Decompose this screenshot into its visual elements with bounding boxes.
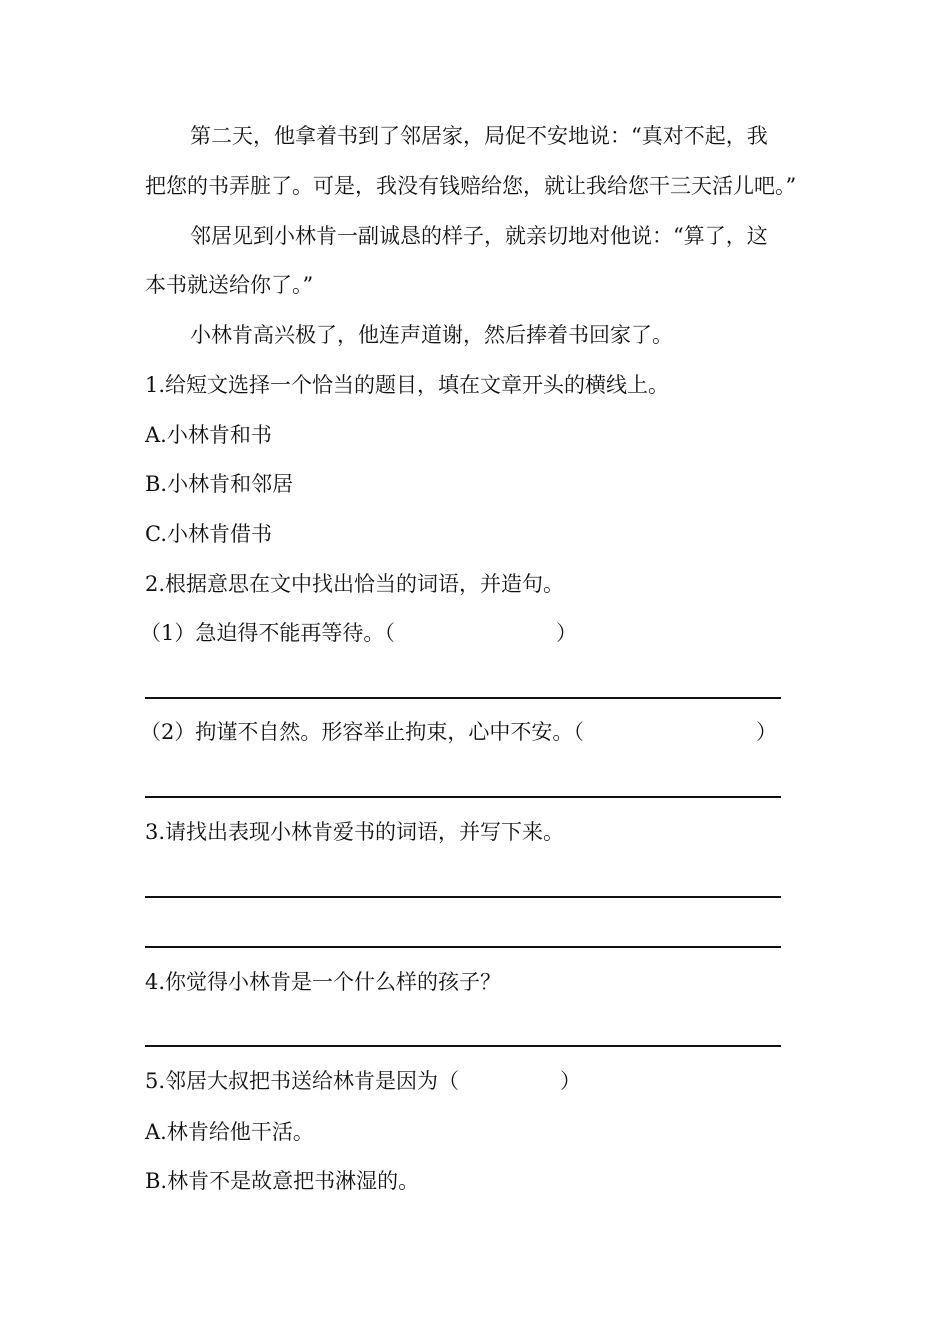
question-2: 2.根据意思在文中找出恰当的词语，并造句。 [145, 572, 565, 596]
story-paragraph-2-line-2: 本书就送给你了。” [145, 273, 314, 297]
question-2-item-1: （1）急迫得不能再等待。（ [140, 621, 395, 645]
answer-line-4[interactable] [145, 1045, 781, 1047]
answer-line-2-1[interactable] [145, 697, 781, 699]
question-1-option-c: C.小林肯借书 [145, 522, 272, 546]
story-paragraph-1-line-2: 把您的书弄脏了。可是，我没有钱赔给您，就让我给您干三天活儿吧。” [145, 174, 797, 198]
story-paragraph-1-line-1: 第二天，他拿着书到了邻居家，局促不安地说：“真对不起，我 [190, 124, 768, 148]
answer-line-3-2[interactable] [145, 946, 781, 948]
question-5-option-a: A.林肯给他干活。 [145, 1120, 314, 1144]
answer-line-3-1[interactable] [145, 896, 781, 898]
question-2-item-1-close-paren: ） [556, 621, 577, 645]
question-4: 4.你觉得小林肯是一个什么样的孩子？ [145, 970, 502, 994]
story-paragraph-2-line-1: 邻居见到小林肯一副诚恳的样子，就亲切地对他说：“算了，这 [190, 224, 768, 248]
answer-line-2-2[interactable] [145, 796, 781, 798]
question-1: 1.给短文选择一个恰当的题目，填在文章开头的横线上。 [145, 373, 670, 397]
question-5: 5.邻居大叔把书送给林肯是因为（ [145, 1069, 460, 1093]
question-5-close-paren: ） [560, 1069, 581, 1093]
question-3: 3.请找出表现小林肯爱书的词语，并写下来。 [145, 820, 565, 844]
question-5-option-b: B.林肯不是故意把书淋湿的。 [145, 1169, 420, 1193]
question-1-option-b: B.小林肯和邻居 [145, 472, 294, 496]
question-2-item-2: （2）拘谨不自然。形容举止拘束，心中不安。（ [140, 720, 584, 744]
question-2-item-2-close-paren: ） [756, 720, 777, 744]
story-paragraph-3: 小林肯高兴极了，他连声道谢，然后捧着书回家了。 [190, 323, 673, 347]
question-1-option-a: A.小林肯和书 [145, 423, 272, 447]
